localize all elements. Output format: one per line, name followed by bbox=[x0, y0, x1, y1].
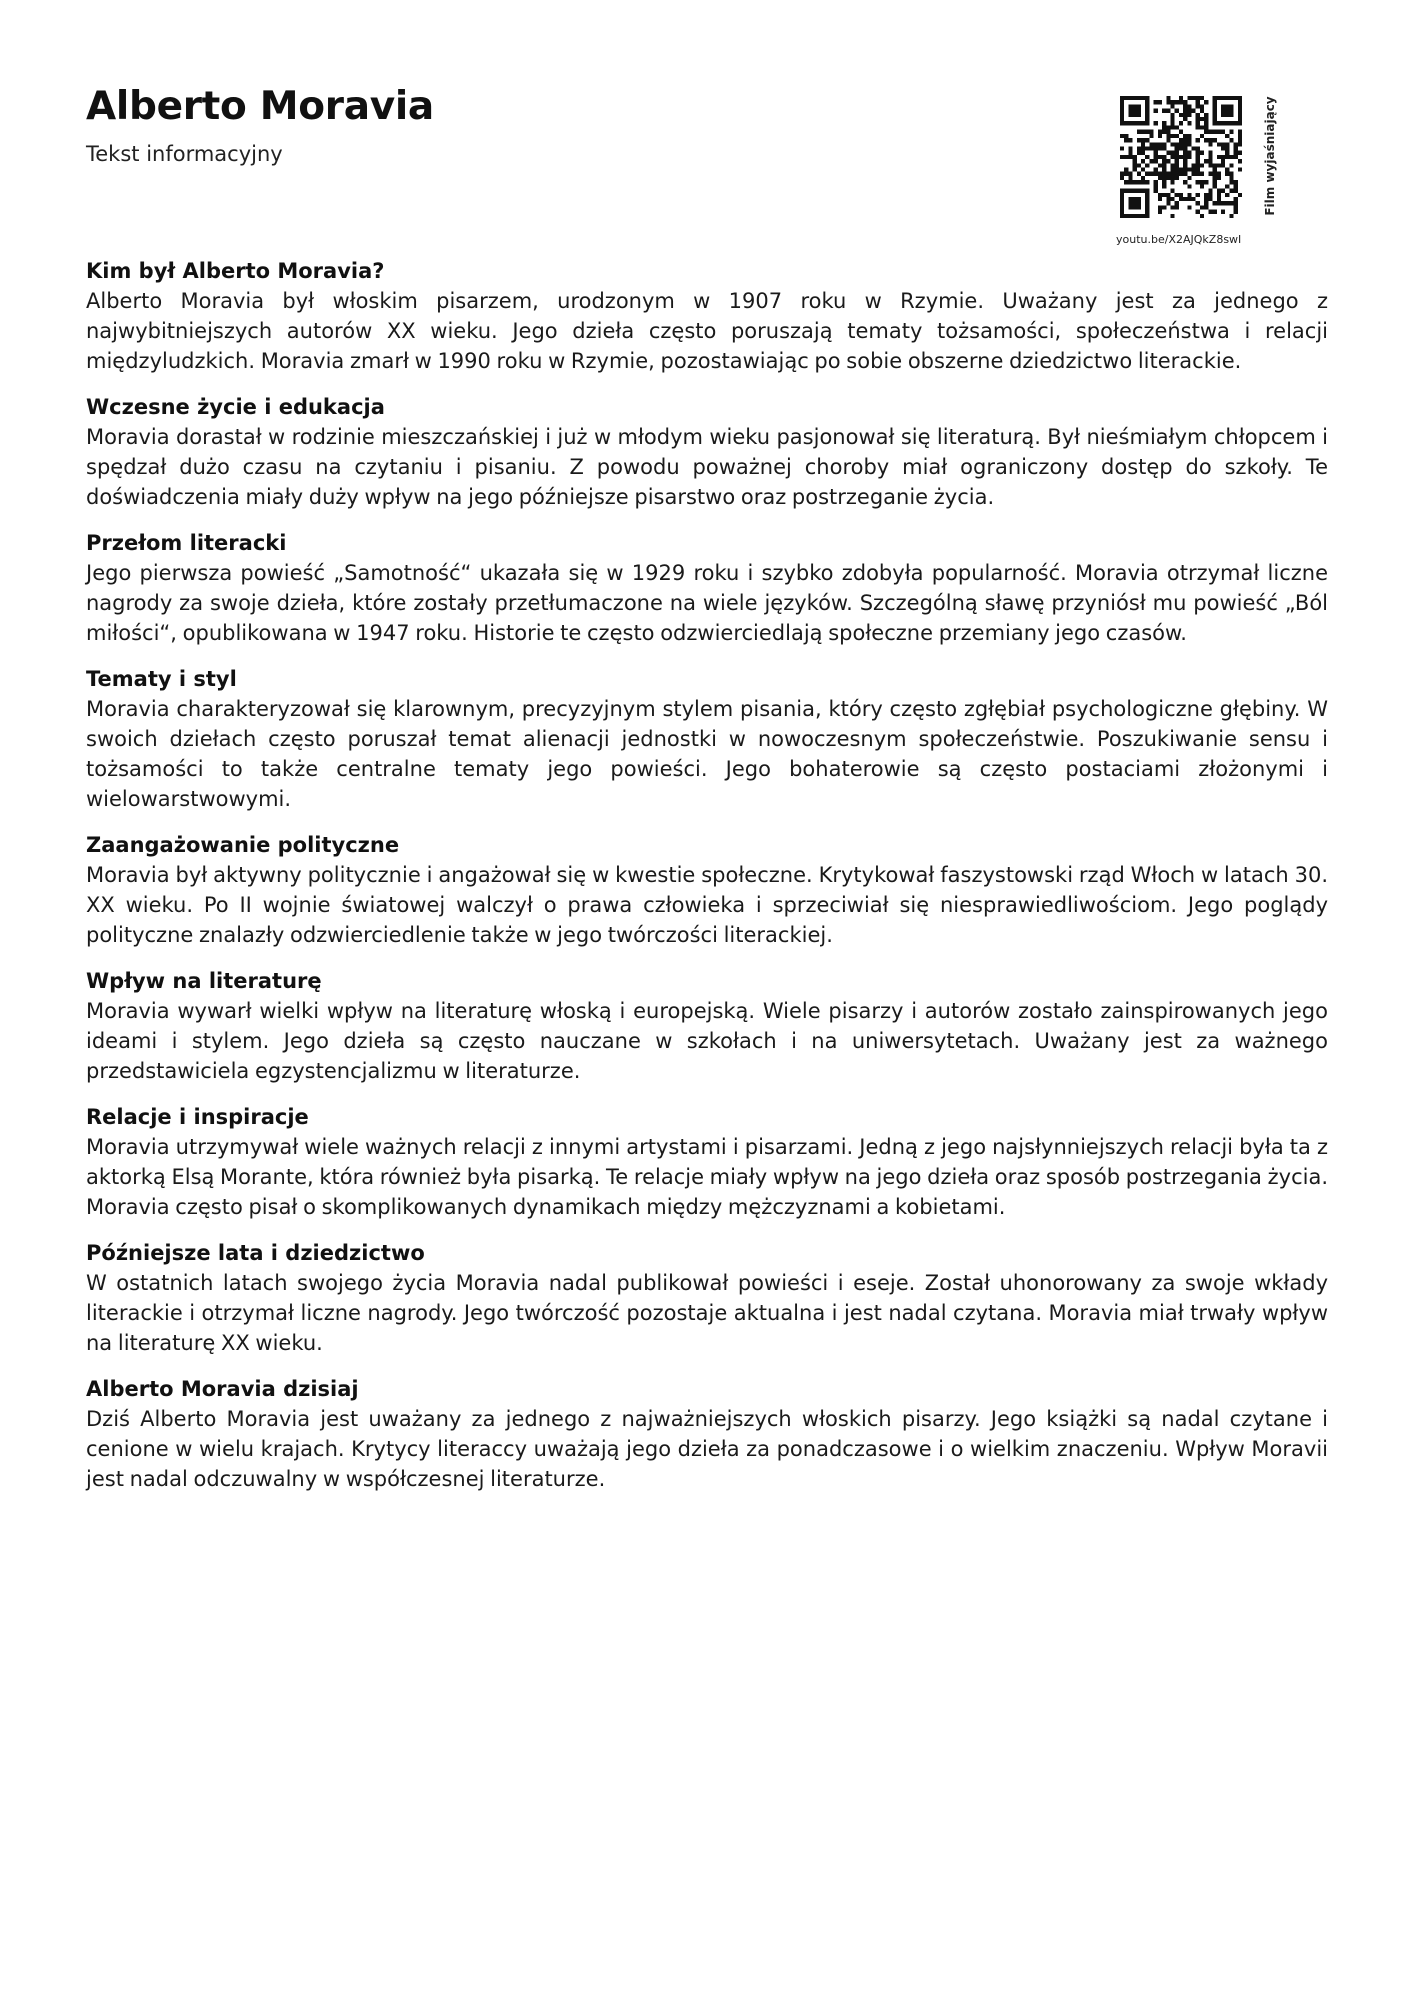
section-relations bbox=[86, 1102, 1328, 1222]
section-heading: Przełom literacki bbox=[86, 531, 287, 555]
section-heading: Wczesne życie i edukacja bbox=[86, 395, 385, 419]
section-heading: Relacje i inspiracje bbox=[86, 1105, 309, 1129]
section-heading: Alberto Moravia dzisiaj bbox=[86, 1377, 359, 1401]
section-themes-style bbox=[86, 664, 1328, 814]
section-text: Moravia charakteryzował się klarownym, precyzyjnym stylem pisania, który często zgłębiał psychologiczne głębiny. W swoich dziełach często poruszał temat alienacji jednostki w nowoczesnym społeczeństwie. Poszukiwanie sensu i tożsamości to także centralne tematy jego powieści. Jego bohaterowie są często postaciami złożonymi i wielowarstwowymi. bbox=[86, 697, 1328, 811]
section-text: Dziś Alberto Moravia jest uważany za jednego z najważniejszych włoskich pisarzy. Jego książki są nadal czytane i cenione w wielu krajach. Krytycy literaccy uważają jego dzieła za ponadczasowe i o wielkim znaczeniu. Wpływ Moravii jest nadal odczuwalny w współczesnej literaturze. bbox=[86, 1407, 1328, 1491]
section-breakthrough bbox=[86, 528, 1328, 648]
qr-code-icon[interactable] bbox=[1120, 96, 1242, 218]
section-text: W ostatnich latach swojego życia Moravia nadal publikował powieści i eseje. Został uhonorowany za swoje wkłady literackie i otrzymał liczne nagrody. Jego twórczość pozostaje aktualna i jest nadal czytana. Moravia miał trwały wpływ na literaturę XX wieku. bbox=[86, 1271, 1328, 1355]
section-who-was bbox=[86, 256, 1328, 376]
film-label: Film wyjaśniający bbox=[1263, 96, 1277, 216]
video-qr-block bbox=[1116, 96, 1310, 252]
section-influence bbox=[86, 966, 1328, 1086]
section-text: Moravia był aktywny politycznie i angażował się w kwestie społeczne. Krytykował faszystowski rząd Włoch w latach 30. XX wieku. Po II wojnie światowej walczył o prawa człowieka i sprzeciwiał się niesprawiedliwościom. Jego poglądy polityczne znalazły odzwierciedlenie także w jego twórczości literackiej. bbox=[86, 863, 1328, 947]
section-later-years bbox=[86, 1238, 1328, 1358]
section-heading: Wpływ na literaturę bbox=[86, 969, 322, 993]
section-text: Moravia dorastał w rodzinie mieszczańskiej i już w młodym wieku pasjonował się literaturą. Był nieśmiałym chłopcem i spędzał dużo czasu na czytaniu i pisaniu. Z powodu poważnej choroby miał ograniczony dostęp do szkoły. Te doświadczenia miały duży wpływ na jego późniejsze pisarstwo oraz postrzeganie życia. bbox=[86, 425, 1328, 509]
section-text: Moravia utrzymywał wiele ważnych relacji z innymi artystami i pisarzami. Jedną z jego najsłynniejszych relacji była ta z aktorką Elsą Morante, która również była pisarką. Te relacje miały wpływ na jego dzieła oraz sposób postrzegania życia. Moravia często pisał o skomplikowanych dynamikach między mężczyznami a kobietami. bbox=[86, 1135, 1328, 1219]
page-title: Alberto Moravia bbox=[86, 84, 434, 129]
section-political bbox=[86, 830, 1328, 950]
section-text: Alberto Moravia był włoskim pisarzem, urodzonym w 1907 roku w Rzymie. Uważany jest za jednego z najwybitniejszych autorów XX wieku. Jego dzieła często poruszają tematy tożsamości, społeczeństwa i relacji międzyludzkich. Moravia zmarł w 1990 roku w Rzymie, pozostawiając po sobie obszerne dziedzictwo literackie. bbox=[86, 289, 1328, 373]
article-body bbox=[86, 256, 1328, 1510]
section-heading: Kim był Alberto Moravia? bbox=[86, 259, 385, 283]
section-text: Jego pierwsza powieść „Samotność“ ukazała się w 1929 roku i szybko zdobyła popularność. Moravia otrzymał liczne nagrody za swoje dzieła, które zostały przetłumaczone na wiele języków. Szczególną sławę przyniósł mu powieść „Ból miłości“, opublikowana w 1947 roku. Historie te często odzwierciedlają społeczne przemiany jego czasów. bbox=[86, 561, 1328, 645]
section-text: Moravia wywarł wielki wpływ na literaturę włoską i europejską. Wiele pisarzy i autorów zostało zainspirowanych jego ideami i stylem. Jego dzieła są często nauczane w szkołach i na uniwersytetach. Uważany jest za ważnego przedstawiciela egzystencjalizmu w literaturze. bbox=[86, 999, 1328, 1083]
section-early-life bbox=[86, 392, 1328, 512]
section-heading: Tematy i styl bbox=[86, 667, 237, 691]
qr-url-label: youtu.be/X2AJQkZ8swI bbox=[1116, 233, 1242, 246]
section-heading: Zaangażowanie polityczne bbox=[86, 833, 400, 857]
section-heading: Późniejsze lata i dziedzictwo bbox=[86, 1241, 425, 1265]
section-today bbox=[86, 1374, 1328, 1494]
page-subtitle: Tekst informacyjny bbox=[86, 142, 283, 166]
